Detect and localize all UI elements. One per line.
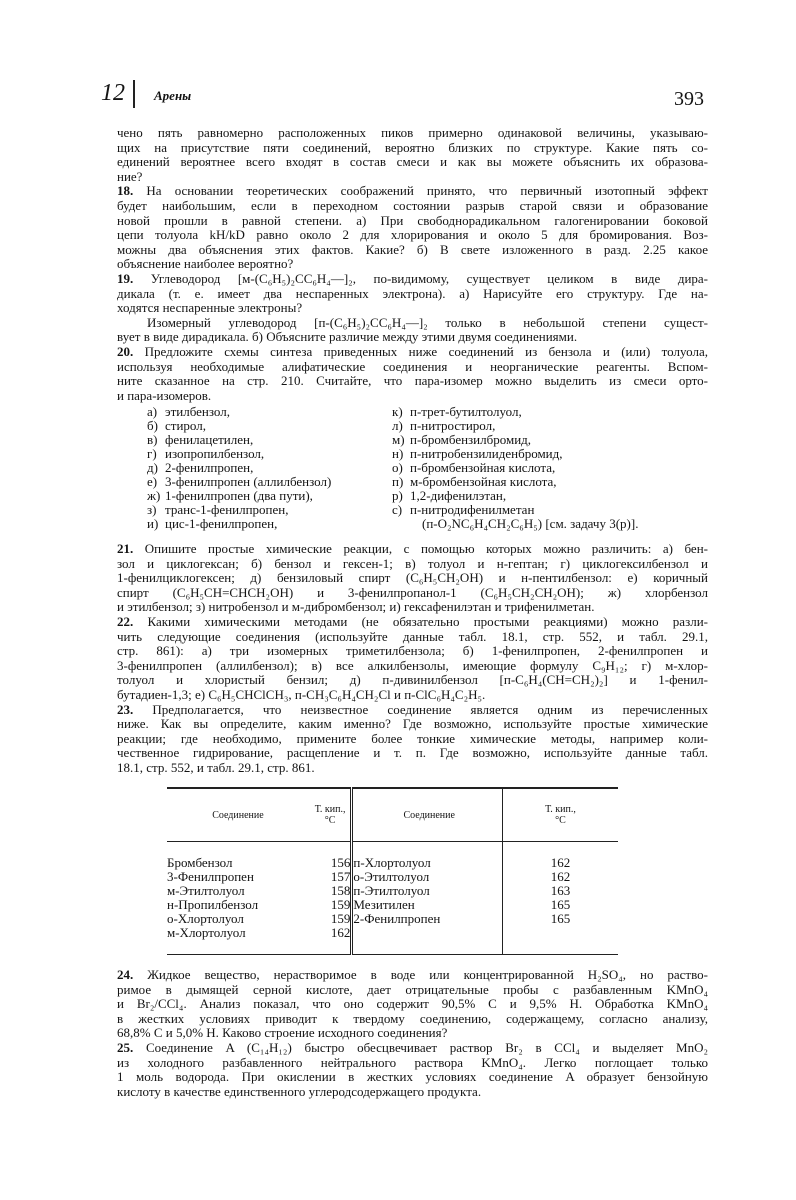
text-line: новой прошли в равной степени. а) При свободнорадикальном галогенировании боковой: [117, 212, 708, 228]
text-line: вует в виде дирадикала. б) Объясните различие между этими двумя соединениями.: [117, 329, 578, 345]
right-compounds: [352, 842, 503, 955]
text-line: бутадиен-1,3; е) C₆H₅CHClCH₃, п-CH₃C₆H₄CH₂Cl и п-ClC₆H₄C₂H₅.: [117, 686, 486, 702]
boiling-point: 162: [330, 925, 351, 940]
list-item: [147, 517, 387, 531]
problem-22: [117, 615, 708, 703]
boiling-point: 156: [330, 855, 351, 870]
text-line: реакции; где необходимо, примените более тонкие химические методы, например коли-: [117, 730, 708, 746]
list-item: [392, 489, 712, 503]
list-column-left: [147, 405, 387, 531]
item-text: 2-фенилпропен,: [165, 460, 254, 475]
text-line: чить следующие соединения (используйте данные табл. 18.1, стр. 552, и табл. 29.1,: [117, 628, 708, 644]
item-text: п-нитростирол,: [410, 418, 496, 433]
item-text: п-трет-бутилтолуол,: [410, 404, 522, 419]
text-line: 23. Предполагается, что неизвестное соединение является одним из перечисленных: [117, 701, 708, 717]
item-text: этилбензол,: [165, 404, 230, 419]
text-line: используя необходимые алифатические соединения и неорганические реагенты. Вспом-: [117, 358, 708, 374]
problem-number: 20.: [117, 343, 134, 359]
text-line: зол и циклогексан; б) бензол и гексен-1; в) толуол и н-гептан; г) циклогексилбензол и: [117, 555, 708, 571]
boiling-point: 165: [550, 911, 571, 926]
compound-name: о-Этилтолуол: [353, 869, 430, 884]
item-text: п-нитродифенилметан: [410, 502, 535, 517]
problem-number: 23.: [117, 701, 134, 717]
item-text: стирол,: [165, 418, 206, 433]
item-letter: о): [392, 460, 403, 475]
text-line: щих на присутствие пяти соединений, вероятно близких по структуре. Какие пять со-: [117, 139, 708, 155]
bp-label: Т. кип.,: [545, 804, 576, 815]
boiling-point: 162: [550, 855, 571, 870]
item-text: изопропилбензол,: [165, 446, 265, 461]
text-line: объяснение наиболее вероятно?: [117, 256, 294, 272]
item-letter: б): [147, 418, 158, 433]
paragraph: [117, 316, 708, 345]
problem-25: [117, 1041, 708, 1099]
compound-name: о-Хлортолуол: [167, 911, 244, 926]
text-line: 19. Углеводород [м-(C₆H₅)₂CC₆H₄—]₂, по-видимому, существует целиком в виде дира-: [117, 270, 708, 286]
text-line: римое в дымящей серной кислоте, дает отрицательные пробы с разбавленным KMnO₄: [117, 981, 708, 997]
problem-number: 25.: [117, 1039, 134, 1055]
problem-number: 19.: [117, 270, 134, 286]
text-line: 3-фенилпропен (аллилбензол); в) все алкилбензолы, имеющие формулу C₉H₁₂; г) м-хлор-: [117, 657, 708, 673]
text-line: 20. Предложите схемы синтеза приведенных ниже соединений из бензола и (или) толуола,: [117, 343, 708, 359]
problem-19: [117, 272, 708, 316]
chapter-number: 12: [101, 80, 125, 106]
text-line: чественное гидрирование, расщепление и т. п. Где возможно, используйте данные табл.: [117, 745, 708, 761]
compound-name: 3-Фенилпропен: [167, 869, 254, 884]
list-item: [392, 475, 712, 489]
problem-23: [117, 703, 708, 776]
list-column-right: [392, 405, 712, 531]
text-line: единений вероятнее всего входят в состав смеси и как вы можете объяснить их образова-: [117, 154, 708, 170]
boiling-point: 158: [330, 883, 351, 898]
text-line: 1-фенилциклогексен; д) бензиловый спирт (C₆H₅CH₂OH) и н-пентилбензол: е) коричный: [117, 570, 708, 586]
list-item: [147, 503, 387, 517]
item-letter: е): [147, 474, 158, 489]
list-item: [392, 447, 712, 461]
list-item: [392, 419, 712, 433]
list-item: [392, 503, 712, 517]
boiling-point-table: [167, 787, 618, 955]
compound-name: Бромбензол: [167, 855, 233, 870]
item-letter: н): [392, 446, 404, 461]
item-text: п-бромбензойная кислота,: [410, 460, 556, 475]
list-item: [147, 405, 387, 419]
item-letter: р): [392, 488, 403, 503]
text-line: спирт (C₆H₅CH=CHCH₂OH) и 3-фенилпропанол-1 (C₆H₅CH₂CH₂OH); ж) хлорбензол: [117, 584, 708, 600]
text-line: 21. Опишите простые химические реакции, с помощью которых можно различить: а) бен-: [117, 541, 708, 556]
list-item: [392, 433, 712, 447]
problems-24-25: [117, 968, 708, 1099]
text-line: в жестких условиях приводит к твердому соединению, содержащему, согласно анализу,: [117, 1010, 708, 1026]
column-header-bp-2: [503, 788, 618, 842]
list-item: [147, 489, 387, 503]
problems-17-20: [117, 126, 708, 403]
left-compounds: [167, 842, 309, 955]
boiling-point: 157: [330, 869, 351, 884]
text-line: и пара-изомеров.: [117, 387, 212, 403]
problem-24: [117, 968, 708, 1041]
compound-name: м-Хлортолуол: [167, 925, 246, 940]
column-header-compound: Соединение: [167, 788, 309, 842]
text-line: 68,8% C и 5,0% H. Каково строение исходного соединения?: [117, 1025, 448, 1041]
column-header-bp: [309, 788, 352, 842]
item-letter: ж): [147, 488, 161, 503]
text-line: можны два объяснения этих фактов. Какие? б) В свете изложенного в разд. 2.25 какое: [117, 241, 708, 257]
text-line: ните сказанное на стр. 210. Считайте, что пара-изомер можно выделить из смеси орто-: [117, 373, 708, 389]
item-text: цис-1-фенилпропен,: [165, 516, 278, 531]
text-line: стр. 861): а) три изомерных триметилбензола; б) 1-фенилпропен, 2-фенилпропен и: [117, 643, 708, 659]
bp-unit: °C: [324, 815, 336, 826]
text-line: и этилбензол; з) нитробензол и м-дибромбензол; и) гексафенилэтан и трифенилметан.: [117, 599, 595, 615]
boiling-point: 159: [330, 897, 351, 912]
item-letter: г): [147, 446, 157, 461]
item-text: 1,2-дифенилэтан,: [410, 488, 507, 503]
boiling-point: 162: [550, 869, 571, 884]
item-letter: с): [392, 502, 403, 517]
header-divider: [133, 80, 135, 108]
list-item: [147, 461, 387, 475]
list-item: [147, 447, 387, 461]
item-text: п-бромбензилбромид,: [410, 432, 532, 447]
table-body: [167, 842, 618, 955]
text-line: 25. Соединение A (C₁₄H₁₂) быстро обесцвечивает раствор Br₂ в CCl₄ и выделяет MnO₂: [117, 1039, 708, 1055]
column-header-compound-2: Соединение: [352, 788, 503, 842]
paragraph: [117, 126, 708, 184]
boiling-point: 165: [550, 897, 571, 912]
problem-20: [117, 345, 708, 403]
item-letter: д): [147, 460, 158, 475]
text-line: кислоту в качестве единственного углеродсодержащего продукта.: [117, 1083, 482, 1099]
text-line: ниже. Как вы определите, каким именно? Где возможно, используйте простые химические: [117, 716, 708, 732]
item-text: транс-1-фенилпропен,: [165, 502, 289, 517]
chapter-title: Арены: [154, 88, 192, 103]
compound-name: Мезитилен: [353, 897, 415, 912]
item-letter: к): [392, 404, 403, 419]
text-line: 18. На основании теоретических соображений принято, что первичный изотопный эффект: [117, 183, 708, 199]
page-number: 393: [674, 88, 704, 110]
text-line: будет наибольшим, если в переходном состоянии разрыв старой связи и образование: [117, 197, 708, 213]
compound-name: п-Хлортолуол: [353, 855, 431, 870]
list-item-continuation: (п-O₂NC₆H₄CH₂C₆H₅) [см. задачу 3(р)].: [422, 516, 639, 531]
item-letter: и): [147, 516, 159, 531]
problem-number: 24.: [117, 967, 134, 982]
item-text: 3-фенилпропен (аллилбензол): [165, 474, 332, 489]
compound-name: м-Этилтолуол: [167, 883, 245, 898]
table-header-row: [167, 788, 618, 842]
boiling-point: 159: [330, 911, 351, 926]
text-line: цепи толуола kH/kD равно около 2 для хлорирования и около 5 для бромирования. Воз-: [117, 227, 708, 243]
problem-18: [117, 184, 708, 272]
item-letter: п): [392, 474, 404, 489]
compound-name: н-Пропилбензол: [167, 897, 259, 912]
problem-number: 22.: [117, 613, 134, 629]
item-text: фенилацетилен,: [165, 432, 254, 447]
text-line: чено пять равномерно расположенных пиков примерно одинаковой величины, указываю-: [117, 125, 708, 140]
text-line: ние?: [117, 168, 143, 184]
compound-name: п-Этилтолуол: [353, 883, 430, 898]
item-letter: в): [147, 432, 158, 447]
bp-unit: °C: [555, 815, 566, 826]
item-text: 1-фенилпропен (два пути),: [165, 488, 313, 503]
text-line: 18.1, стр. 552, и табл. 29.1, стр. 861.: [117, 759, 315, 775]
item-text: п-нитробензилиденбромид,: [410, 446, 563, 461]
item-letter: а): [147, 404, 158, 419]
text-line: из холодного разбавленного нейтрального раствора KMnO₄. Легко поглощает только: [117, 1054, 708, 1070]
list-item: [392, 461, 712, 475]
problem-21: [117, 542, 708, 615]
left-boiling-points: [309, 842, 352, 955]
list-item: [147, 433, 387, 447]
item-letter: з): [147, 502, 157, 517]
item-letter: л): [392, 418, 403, 433]
list-item: [392, 405, 712, 419]
bp-label: Т. кип.,: [314, 804, 346, 815]
item-text: м-бромбензойная кислота,: [410, 474, 557, 489]
boiling-point: 163: [550, 883, 571, 898]
text-line: 22. Какими химическими методами (не обязательно простыми реакциями) можно разли-: [117, 613, 708, 629]
right-boiling-points: [503, 842, 618, 955]
text-line: 24. Жидкое вещество, нерастворимое в воде или концентрированной H₂SO₄, но раство-: [117, 967, 708, 982]
text-line: толуол и хлористый бензил; д) п-дивинилбензол [п-C₆H₄(CH=CH₂)₂] и 1-фенил-: [117, 672, 708, 688]
compound-name: 2-Фенилпропен: [353, 911, 441, 926]
text-line: дикала (т. е. имеет два неспаренных электрона). а) Нарисуйте его структуру. Где на-: [117, 285, 708, 301]
list-item: [147, 475, 387, 489]
text-line: и Br₂/CCl₄. Анализ показал, что оно содержит 90,5% C и 9,5% H. Обработка KMnO₄: [117, 996, 708, 1012]
text-line: Изомерный углеводород [п-(C₆H₅)₂CC₆H₄—]₂ только в небольшой степени сущест-: [147, 314, 708, 330]
problems-21-23: [117, 542, 708, 776]
text-line: ходятся неспаренные электроны?: [117, 300, 303, 316]
list-item: [147, 419, 387, 433]
problem-number: 18.: [117, 183, 134, 199]
item-letter: м): [392, 432, 405, 447]
text-line: 1 моль водорода. При окислении в жестких условиях соединение A образует бензойную: [117, 1069, 708, 1085]
problem-number: 21.: [117, 541, 134, 556]
